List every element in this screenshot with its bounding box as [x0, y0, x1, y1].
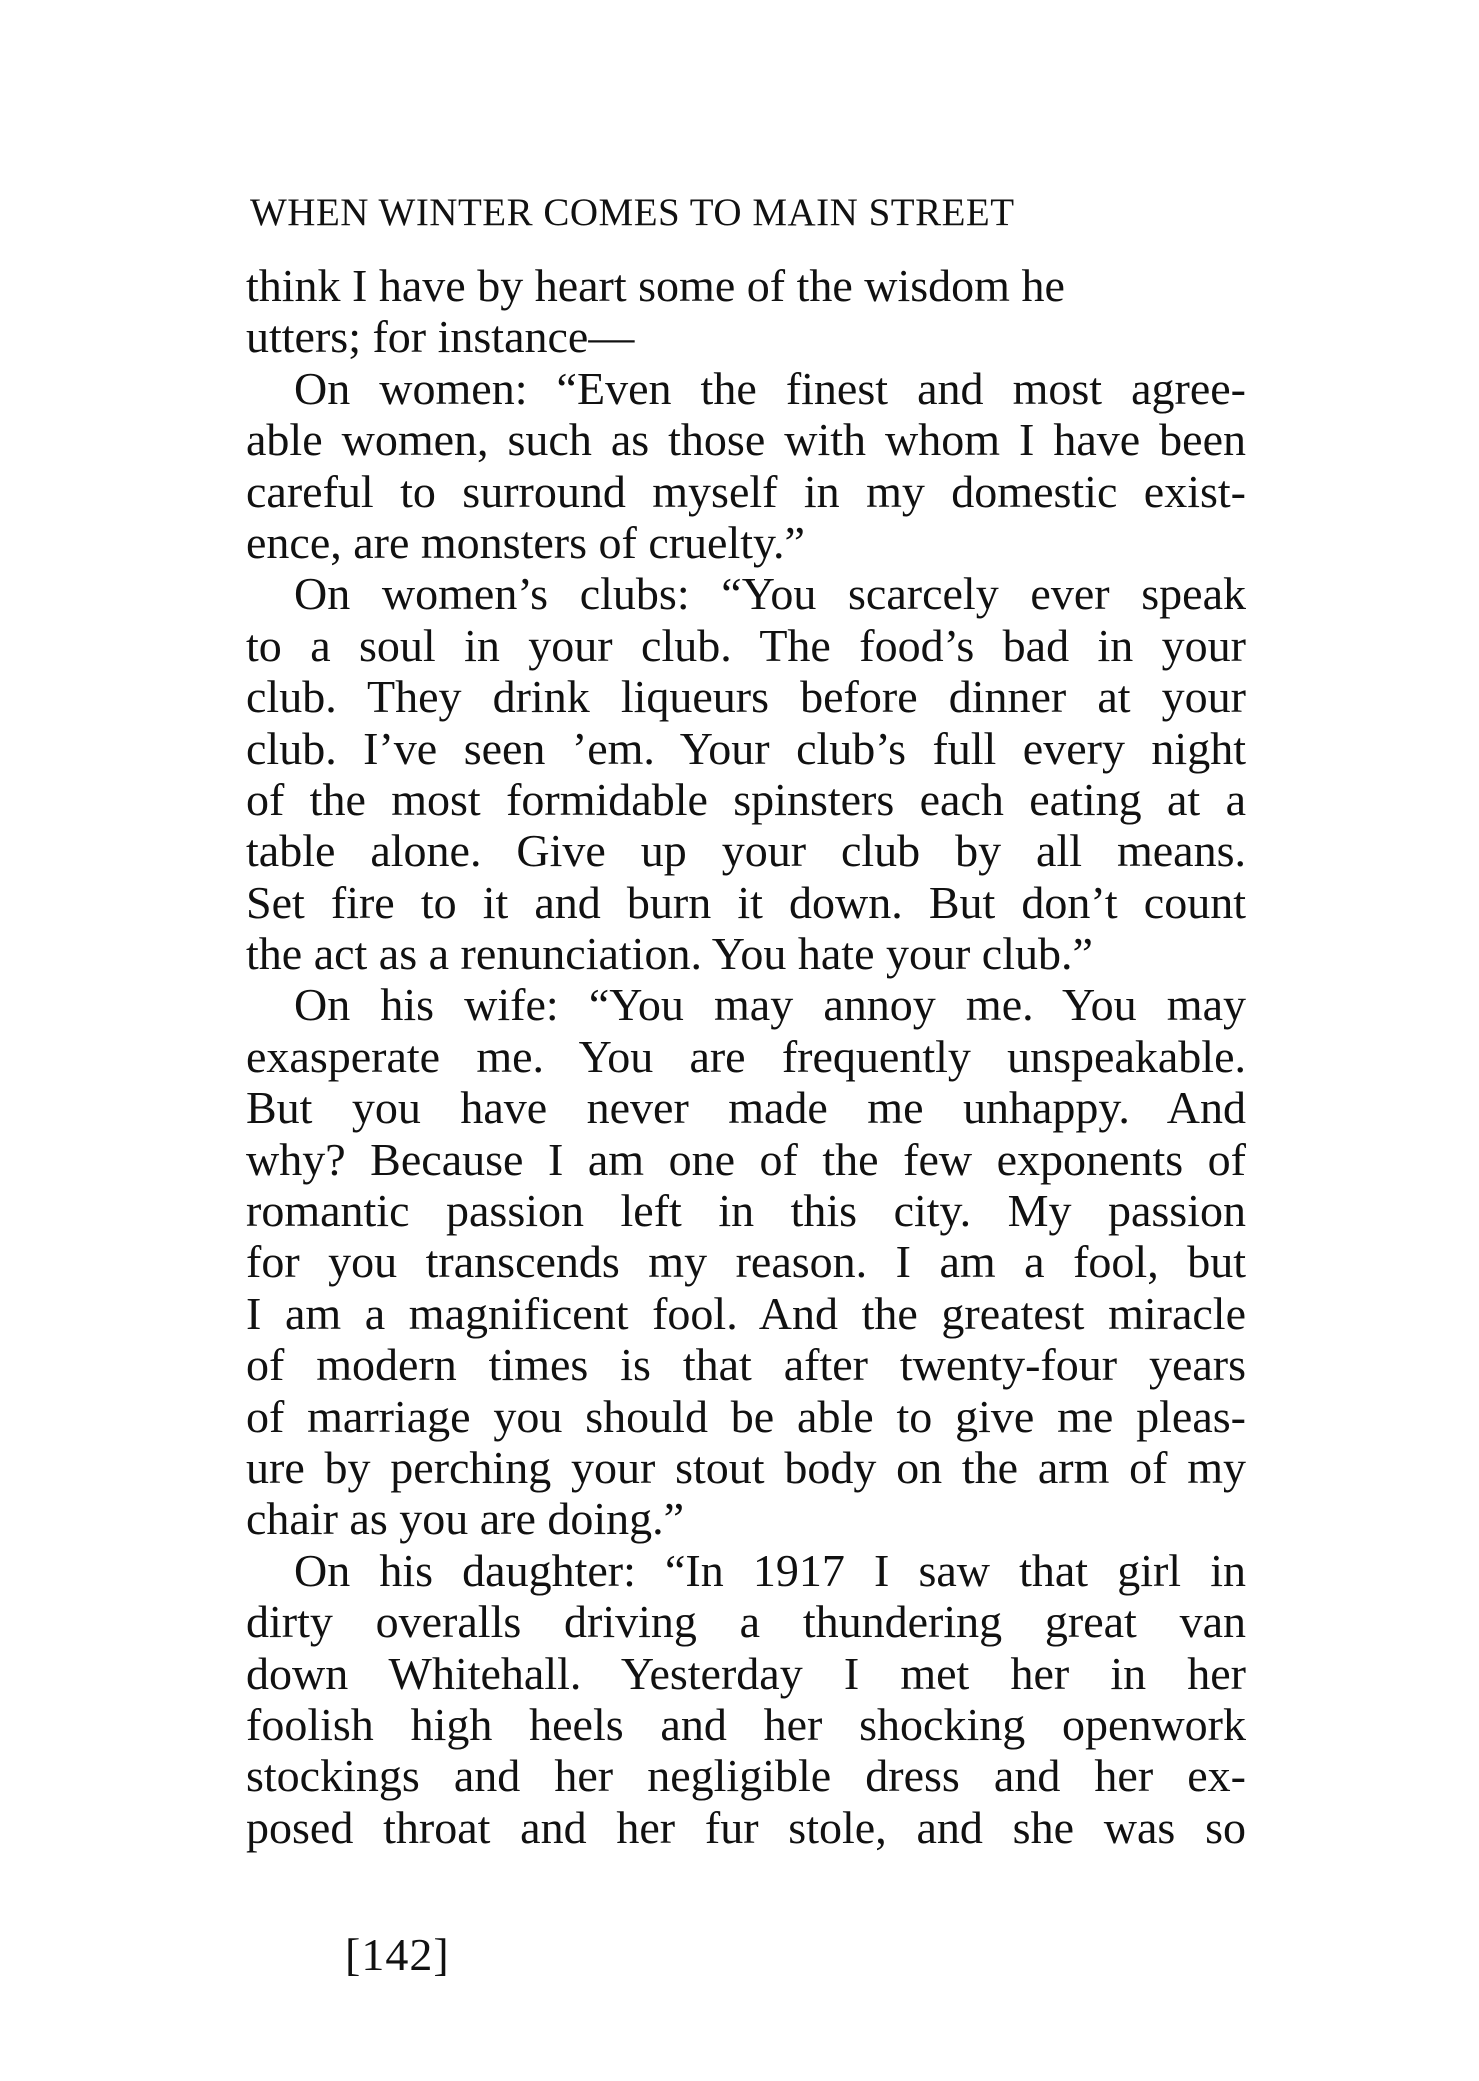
text-line: careful to surround myself in my domestic exist-: [246, 465, 1246, 517]
text-line: dirty overalls driving a thundering great van: [246, 1596, 1246, 1648]
text-line: ence, are monsters of cruelty.”: [246, 516, 805, 568]
text-line: for you transcends my reason. I am a fool, but: [246, 1236, 1246, 1288]
text-line: why? Because I am one of the few exponents of: [246, 1133, 1246, 1185]
text-line: of marriage you should be able to give me pleas-: [246, 1390, 1246, 1442]
text-line: club. They drink liqueurs before dinner at your: [246, 671, 1246, 723]
text-line: On women: “Even the finest and most agree-: [294, 362, 1246, 414]
text-line: club. I’ve seen ’em. Your club’s full every night: [246, 722, 1246, 774]
text-line: table alone. Give up your club by all means.: [246, 825, 1246, 877]
text-line: think I have by heart some of the wisdom he: [246, 260, 1065, 311]
text-line: ure by perching your stout body on the arm of my: [246, 1441, 1246, 1493]
text-line: of the most formidable spinsters each eating at a: [246, 773, 1246, 825]
text-line: On his wife: “You may annoy me. You may: [294, 979, 1246, 1031]
running-head: WHEN WINTER COMES TO MAIN STREET: [250, 191, 1015, 234]
text-line: to a soul in your club. The food’s bad in your: [246, 619, 1246, 671]
text-line: able women, such as those with whom I have been: [246, 414, 1246, 466]
body-text: [246, 260, 1246, 1853]
text-line: chair as you are doing.”: [246, 1493, 685, 1545]
text-line: foolish high heels and her shocking openwork: [246, 1698, 1246, 1750]
text-line: posed throat and her fur stole, and she was so: [246, 1801, 1246, 1853]
text-line: of modern times is that after twenty-four years: [246, 1339, 1246, 1391]
text-line: On his daughter: “In 1917 I saw that girl in: [294, 1544, 1246, 1596]
text-line: romantic passion left in this city. My passion: [246, 1185, 1246, 1237]
page-number: [142]: [345, 1929, 450, 1980]
text-line: But you have never made me unhappy. And: [246, 1082, 1246, 1134]
text-line: utters; for instance—: [246, 311, 635, 363]
text-line: I am a magnificent fool. And the greatest miracle: [246, 1287, 1246, 1339]
text-line: On women’s clubs: “You scarcely ever speak: [294, 568, 1246, 620]
text-line: down Whitehall. Yesterday I met her in her: [246, 1647, 1246, 1699]
text-line: exasperate me. You are frequently unspeakable.: [246, 1030, 1246, 1082]
text-line: the act as a renunciation. You hate your club.”: [246, 928, 1093, 980]
text-line: Set fire to it and burn it down. But don’t count: [246, 876, 1246, 928]
text-line: stockings and her negligible dress and her ex-: [246, 1750, 1246, 1802]
